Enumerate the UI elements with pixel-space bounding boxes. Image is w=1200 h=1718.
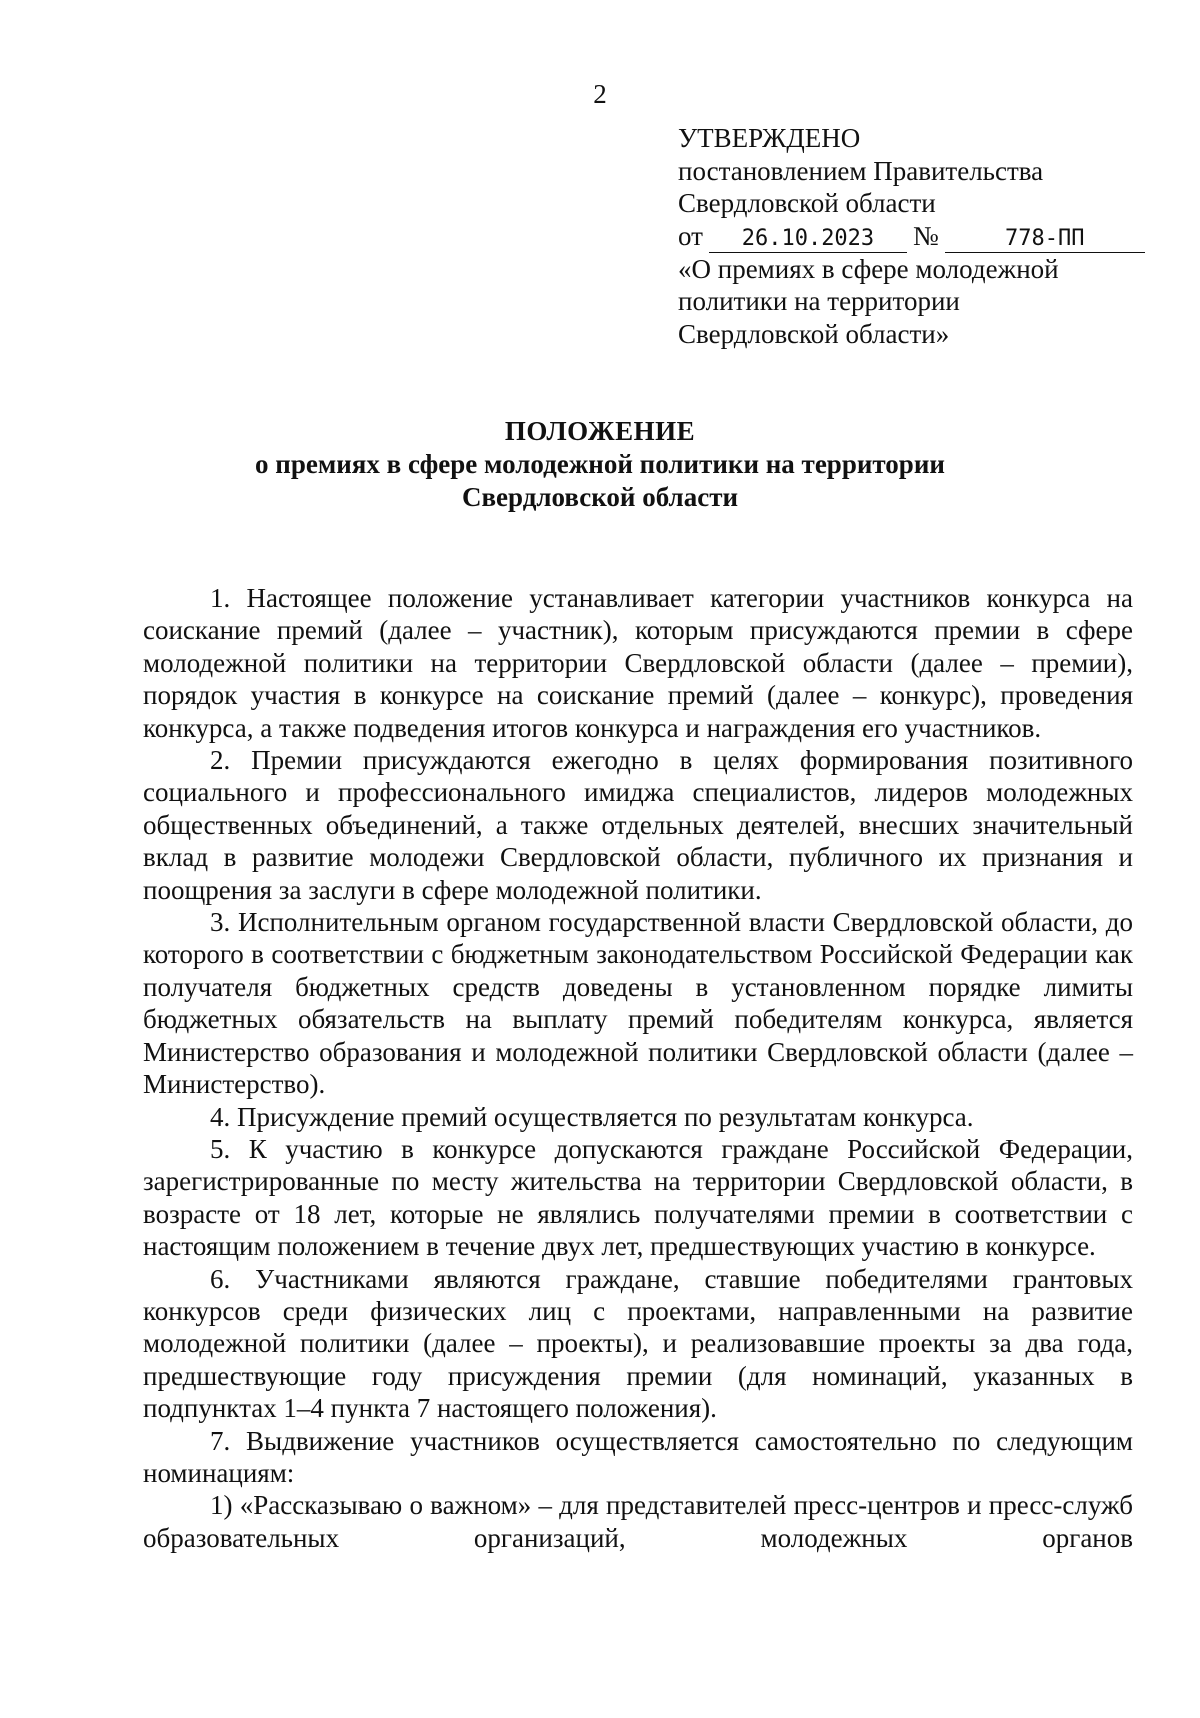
heading-subtitle-line-1: о премиях в сфере молодежной политики на территории <box>255 449 945 479</box>
approval-line-resolution: постановлением Правительства <box>678 155 1044 186</box>
heading-subtitle-line-2: Свердловской области <box>461 482 739 512</box>
nomination-item-1: 1) «Рассказываю о важном» – для представителей пресс-центров и пресс-служб образовательных организаций, молодежных органов <box>143 1490 1133 1553</box>
approval-date-number-line <box>678 220 1148 253</box>
approval-title: УТВЕРЖДЕНО <box>678 123 861 153</box>
approval-line-title-2: политики на территории <box>678 286 960 317</box>
paragraph-4: 4. Присуждение премий осуществляется по результатам конкурса. <box>210 1101 974 1132</box>
page-number: 2 <box>593 79 607 109</box>
approval-number-label: № <box>912 220 939 251</box>
paragraph-7: 7. Выдвижение участников осуществляется самостоятельно по следующим номинациям: <box>143 1425 1133 1488</box>
document-body <box>143 582 1133 1554</box>
approval-number: 778-ПП <box>945 226 1145 253</box>
approval-date: 26.10.2023 <box>709 226 907 253</box>
paragraph-6: 6. Участниками являются граждане, ставшие победителями грантовых конкурсов среди физических лиц с проектами, направленными на развитие молодежной политики (далее – проекты), и реализовавшие проекты за два года, предшествующие году присуждения премии (для номинаций, указанных в подпунктах 1–4 пункта 7 настоящего положения). <box>143 1263 1133 1424</box>
approval-from-label: от <box>678 220 703 251</box>
approval-line-title-3: Свердловской области» <box>678 318 950 349</box>
paragraph-5: 5. К участию в конкурсе допускаются граждане Российской Федерации, зарегистрированные по месту жительства на территории Свердловской области, в возрасте от 18 лет, которые не являлись получателями премии в соответствии с настоящим положением в течение двух лет, предшествующих участию в конкурсе. <box>143 1133 1133 1262</box>
approval-line-region: Свердловской области <box>678 188 936 219</box>
document-heading <box>0 415 1200 514</box>
paragraph-1: 1. Настоящее положение устанавливает категории участников конкурса на соискание премий (далее – участник), которым присуждаются премии в сфере молодежной политики на территории Свердловской области (далее – премии), порядок участия в конкурсе на соискание премий (далее – конкурс), проведения конкурса, а также подведения итогов конкурса и награждения его участников. <box>143 583 1133 743</box>
heading-title: ПОЛОЖЕНИЕ <box>504 416 696 446</box>
approval-stamp-block <box>678 122 1148 351</box>
paragraph-2: 2. Премии присуждаются ежегодно в целях формирования позитивного социального и профессионального имиджа специалистов, лидеров молодежных общественных объединений, а также отдельных деятелей, внесших значительный вклад в развитие молодежи Свердловской области, публичного их признания и поощрения за заслуги в сфере молодежной политики. <box>143 745 1133 905</box>
paragraph-3: 3. Исполнительным органом государственной власти Свердловской области, до которого в соответствии с бюджетным законодательством Российской Федерации как получателя бюджетных средств доведены в установленном порядке лимиты бюджетных обязательств на выплату премий победителям конкурса, является Министерство образования и молодежной политики Свердловской области (далее – Министерство). <box>143 907 1133 1100</box>
approval-line-title-1: «О премиях в сфере молодежной <box>678 253 1059 284</box>
